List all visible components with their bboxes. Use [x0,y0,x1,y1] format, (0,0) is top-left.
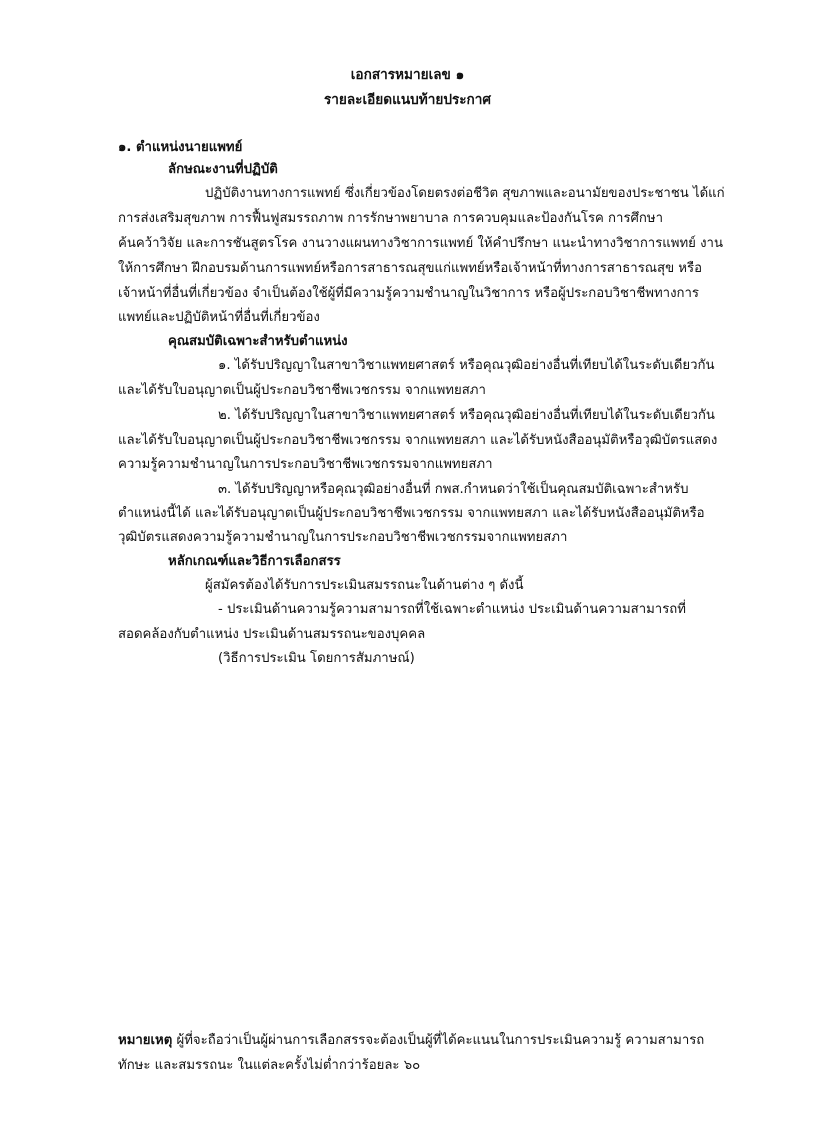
criteria-heading: หลักเกณฑ์และวิธีการเลือกสรร [168,554,341,569]
criteria-line: (วิธีการประเมิน โดยการสัมภาษณ์) [218,651,415,666]
criteria-line: - ประเมินด้านความรู้ความสามารถที่ใช้เฉพาะตำแหน่ง ประเมินด้านความสามารถที่ [218,602,686,617]
document-subtitle: รายละเอียดแนบท้ายประกาศ [323,92,492,108]
duties-line: เจ้าหน้าที่อื่นที่เกี่ยวข้อง จำเป็นต้องใช้ผู้ที่มีความรู้ความชำนาญในวิชาการ หรือผู้ประกอบวิชาชีพทางการ [118,286,699,301]
criteria-line: ผู้สมัครต้องได้รับการประเมินสมรรถนะในด้านต่าง ๆ ดังนี้ [205,578,524,593]
qualification-line: ความรู้ความชำนาญในการประกอบวิชาชีพเวชกรรมจากแพทยสภา [118,457,493,472]
footer-note [118,1032,704,1050]
footer-note-line: ทักษะ และสมรรถนะ ในแต่ละครั้งไม่ต่ำกว่าร้อยละ ๖๐ [118,1058,421,1073]
qualification-line: ๑. ได้รับปริญญาในสาขาวิชาแพทยศาสตร์ หรือคุณวุฒิอย่างอื่นที่เทียบได้ในระดับเดียวกัน [218,358,715,373]
note-label: หมายเหตุ [118,1033,173,1048]
note-text: ผู้ที่จะถือว่าเป็นผู้ผ่านการเลือกสรรจะต้องเป็นผู้ที่ได้คะแนนในการประเมินความรู้ ความสามารถ [176,1033,705,1048]
duties-line: แพทย์และปฏิบัติหน้าที่อื่นที่เกี่ยวข้อง [118,310,320,325]
qualification-line: วุฒิบัตรแสดงความรู้ความชำนาญในการประกอบวิชาชีพเวชกรรมจากแพทยสภา [118,530,568,545]
duties-line: ปฏิบัติงานทางการแพทย์ ซึ่งเกี่ยวข้องโดยตรงต่อชีวิต สุขภาพและอนามัยของประชาชน ได้แก่ [205,186,725,201]
qualification-line: ๒. ได้รับปริญญาในสาขาวิชาแพทยศาสตร์ หรือคุณวุฒิอย่างอื่นที่เทียบได้ในระดับเดียวกัน [218,408,715,423]
qualification-line: ตำแหน่งนี้ได้ และได้รับอนุญาตเป็นผู้ประกอบวิชาชีพเวชกรรม จากแพทยสภา และได้รับหนังสืออนุมัติหรือ [118,506,705,521]
criteria-line: สอดคล้องกับตำแหน่ง ประเมินด้านสมรรถนะของบุคคล [118,627,426,642]
duties-heading: ลักษณะงานที่ปฏิบัติ [168,162,278,177]
qualification-line: และได้รับใบอนุญาตเป็นผู้ประกอบวิชาชีพเวชกรรม จากแพทยสภา และได้รับหนังสืออนุมัติหรือวุฒิบัตรแสดง [118,433,718,448]
duties-line: ค้นคว้าวิจัย และการชันสูตรโรค งานวางแผนทางวิชาการแพทย์ ให้คำปรึกษา แนะนำทางวิชาการแพทย์ งาน [118,236,723,251]
qualification-line: ๓. ได้รับปริญญาหรือคุณวุฒิอย่างอื่นที่ กพส.กำหนดว่าใช้เป็นคุณสมบัติเฉพาะสำหรับ [218,482,689,497]
document-title: เอกสารหมายเลข ๑ [350,67,465,83]
qualifications-heading: คุณสมบัติเฉพาะสำหรับตำแหน่ง [168,334,348,349]
section-heading: ๑. ตำแหน่งนายแพทย์ [118,140,243,155]
qualification-line: และได้รับใบอนุญาตเป็นผู้ประกอบวิชาชีพเวชกรรม จากแพทยสภา [118,383,486,398]
duties-line: การส่งเสริมสุขภาพ การฟื้นฟูสมรรถภาพ การรักษาพยาบาล การควบคุมและป้องกันโรค การศึกษา [118,211,663,226]
duties-line: ให้การศึกษา ฝึกอบรมด้านการแพทย์หรือการสาธารณสุขแก่แพทย์หรือเจ้าหน้าที่ทางการสาธารณสุข หรือ [118,261,702,276]
